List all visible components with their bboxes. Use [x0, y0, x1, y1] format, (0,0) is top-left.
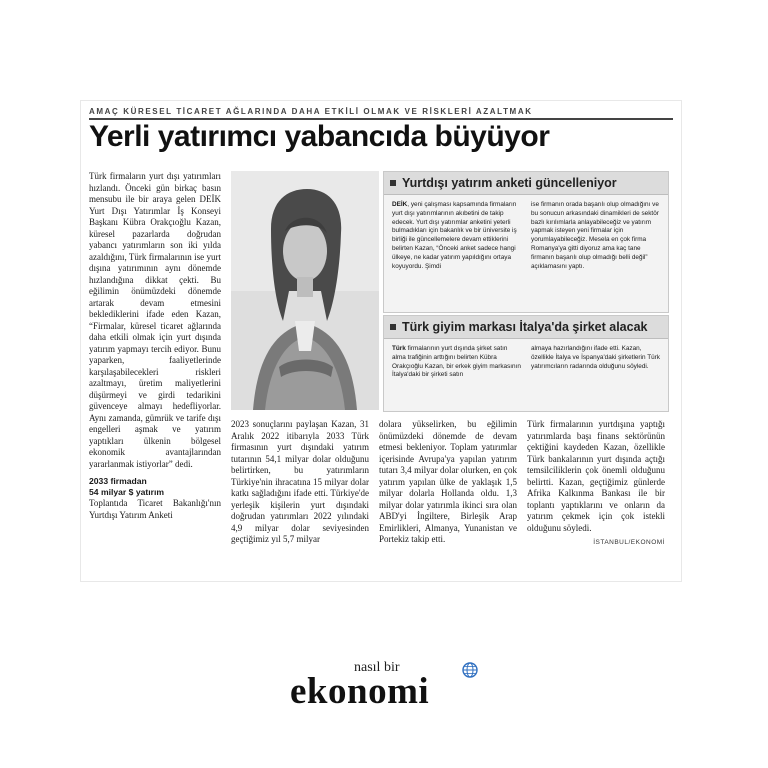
- article-column-1: [89, 171, 221, 521]
- sidebar-box-survey: [383, 171, 669, 313]
- box-right-column: almaya hazırlandığını ifade etti. Kazan, özellikle İtalya ve İspanya'daki şirketlerin Türk yatırımcıların radarında olduğunu söyledi.: [531, 345, 660, 370]
- subhead-line-1: 2033 firmadan: [89, 476, 147, 486]
- column-2-text: 2023 sonuçlarını paylaşan Kazan, 31 Aralık 2022 itibarıyla 2033 Türk firmasının yurt dışındaki yatırım tutarının 54,1 milyar dolar olduğunu belirtirken, bu yatırımların Türkiye'nin ihracatına 15 milyar dolar katkı sağladığını ifade etti. Türkiye'de yerleşik kişilerin yurt dışındaki doğrudan yatırımları 2022 yılındaki 4,9 milyar dolar seviyesinden geçtiğimiz yıl 5,7 milyar: [231, 419, 369, 544]
- column-3-text: dolara yükselirken, bu eğilimin önümüzdeki dönemde de devam etmesi bekleniyor. Toplam yatırımlar içerisinde Avrupa'ya yapılan yatırım tutarı 3,4 milyar dolar olurken, en çok yatırım yapılan ülke de yaklaşık 1,5 milyar dolarla Hollanda oldu. 1,3 milyar dolar yatırımla ikinci sıra olan ABD'yi İngiltere, Birleşik Arap Emirlikleri, Almanya, Yunanistan ve Portekiz takip etti.: [379, 419, 517, 544]
- box-body: [384, 339, 668, 386]
- square-bullet-icon: [390, 324, 396, 330]
- box-left-text: firmalarının yurt dışında şirket satın alma trafiğinin arttığını belirten Kübra Orakçıoğlu Kazan, bir erkek giyim markasının İtalya'daki bir şirketi satın: [392, 345, 521, 379]
- newspaper-clipping: [80, 100, 682, 582]
- box-right-column: ise firmanın orada başarılı olup olmadığını ve bu sonucun arkasındaki dinamikleri de sektör bazlı kırılımlarla anlayabileceğiz ve yatırım yapmak isteyen yeni firmalar için yorumlayabileceğiz. Mesela en çok firma Romanya'ya gitti diyoruz ama kaç tane firmanın başarılı olup olmadığı belli değil” açıklamasını yaptı.: [531, 201, 659, 270]
- brand-name: ekonomi: [290, 671, 430, 712]
- column-1-text: Türk firmaların yurt dışı yatırımları hızlandı. Önceki gün birkaç basın mensubu ile bir araya gelen DEİK Yurt Dışı Yatırımlar İş Konseyi Başkanı Kübra Orakçıoğlu Kazan, küresel pazarlarda doğrudan yabancı yatırımların son iki yılda azaldığını, Türk firmalarının ise yurt dışına yatırımının aynı dönemde hızlandığına dikkat çekti. Bu eğilimin önümüzdeki dönemde artarak devam etmesini beklediklerini ifade eden Kazan, “Firmalar, küresel ticaret ağlarında daha etkili olmak için yurt dışında yatırım yapmayı tercih ediyor. Bunu yaparken, faaliyetlerinde karşılaşabilecekleri riskleri azaltmayı, üretim maliyetlerini düşürmeyi ve girdi tedarikini güvenceye almayı hedefliyorlar. Aynı zamanda, gümrük ve tarife dışı engelleri aşmak ve yatırım yaptıkları ülkenin bölgesel ekonomik avantajlarından yararlanmak istiyorlar” dedi.: [89, 171, 221, 469]
- box-lead-word: DEİK: [392, 201, 408, 208]
- column-4-text: Türk firmalarının yurtdışına yaptığı yatırımlarda başı finans sektörünün çektiğini kaydeden Kazan, özellikle Türk bankalarının yurt dışında açtığı temsilciliklerin çok önemli olduğunu belirtti. Kazan, geçtiğimiz günlerde Afrika Kalkınma Bankası ile bir toplantı yaptıklarını ve onların da yatırım çekmek için çok istekli olduğunu söyledi.: [527, 419, 665, 533]
- subhead-line-2: 54 milyar $ yatırım: [89, 487, 165, 497]
- portrait-illustration: [231, 171, 379, 410]
- box-left-text: , yeni çalışması kapsamında firmaların yurt dışı yatırımlarının akıbetini de takip edecek. Yurt dışı yatırımlar anketini yeterli bulmadıkları için bakanlık ve bir üniversite iş birliği ile güncellemelere devam ettiklerini belirten Kazan, “Önceki anket sadece hangi ülkeye, ne kadar yatırım yapıldığını ortaya koyuyordu. Şimdi: [392, 201, 517, 270]
- square-bullet-icon: [390, 180, 396, 186]
- globe-icon: [462, 662, 478, 678]
- box-lead-word: Türk: [392, 345, 406, 352]
- box-title-bar: [384, 316, 668, 339]
- column-1-continued-text: Toplantıda Ticaret Bakanlığı'nın Yurtdışı Yatırım Anketi: [89, 498, 221, 520]
- box-title: Türk giyim markası İtalya'da şirket alacak: [402, 320, 648, 334]
- article-column-4: [527, 419, 665, 549]
- box-title-bar: [384, 172, 668, 195]
- article-column-3: [379, 419, 517, 546]
- section-subhead: [89, 476, 221, 498]
- article-kicker: AMAÇ KÜRESEL TİCARET AĞLARINDA DAHA ETKİLİ OLMAK VE RİSKLERİ AZALTMAK: [89, 107, 533, 116]
- box-title: Yurtdışı yatırım anketi güncelleniyor: [402, 176, 617, 190]
- article-column-2: [231, 419, 369, 546]
- brand-tagline: nasıl bir: [354, 660, 400, 675]
- box-body: [384, 195, 668, 277]
- box-left-column: [392, 201, 521, 271]
- sidebar-box-italy: [383, 315, 669, 412]
- article-headline: Yerli yatırımcı yabancıda büyüyor: [89, 120, 550, 153]
- box-left-column: [392, 345, 521, 380]
- brand-logo: [290, 660, 480, 720]
- portrait-photo: [231, 171, 379, 410]
- article-credit: İSTANBUL/EKONOMİ: [593, 539, 665, 546]
